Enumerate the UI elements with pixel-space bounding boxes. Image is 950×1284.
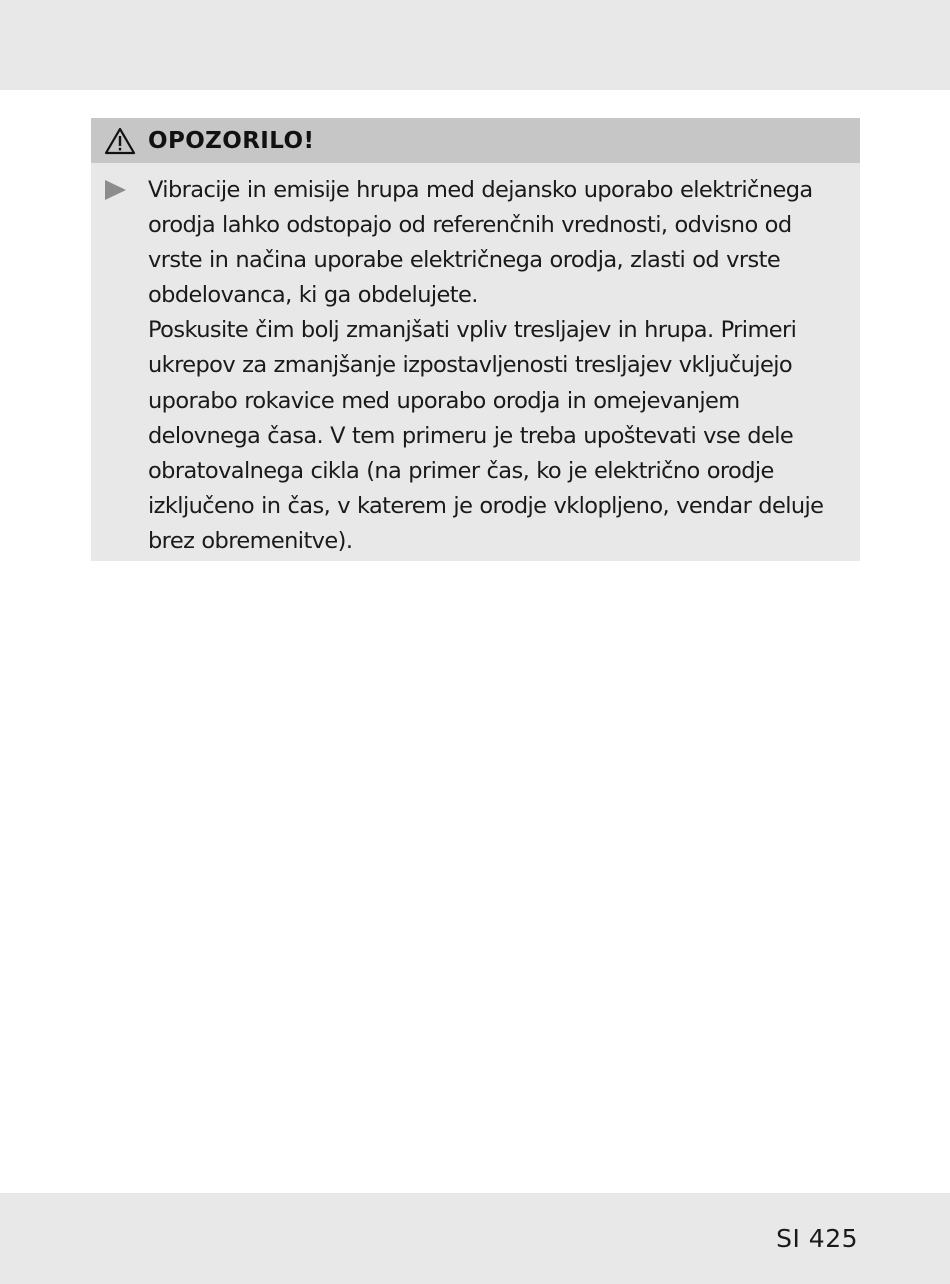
warning-line: obdelovanca, ki ga obdelujete. — [148, 282, 478, 309]
warning-line: obratovalnega cikla (na primer čas, ko je električno orodje — [148, 457, 774, 484]
warning-box — [91, 118, 860, 561]
warning-line: Vibracije in emisije hrupa med dejansko uporabo električnega — [148, 177, 813, 203]
warning-line: uporabo rokavice med uporabo orodja in omejevanjem — [148, 387, 740, 414]
page-number: SI 425 — [776, 1224, 858, 1253]
warning-header — [91, 118, 860, 163]
play-arrow-icon — [104, 179, 127, 201]
warning-line: vrste in načina uporabe električnega orodja, zlasti od vrste — [148, 247, 781, 274]
warning-line: brez obremenitve). — [148, 527, 353, 554]
warning-triangle-icon — [104, 127, 136, 155]
warning-title: OPOZORILO! — [148, 127, 315, 154]
warning-line: izključeno in čas, v katerem je orodje vklopljeno, vendar deluje — [148, 492, 824, 519]
warning-line: ukrepov za zmanjšanje izpostavljenosti tresljajev vključujejo — [148, 352, 793, 379]
warning-body — [91, 163, 860, 559]
warning-line: Poskusite čim bolj zmanjšati vpliv tresljajev in hrupa. Primeri — [148, 317, 797, 344]
top-band — [0, 0, 950, 90]
warning-line: delovnega časa. V tem primeru je treba upoštevati vse dele — [148, 422, 794, 449]
warning-line: orodja lahko odstopajo od referenčnih vrednosti, odvisno od — [148, 212, 792, 239]
